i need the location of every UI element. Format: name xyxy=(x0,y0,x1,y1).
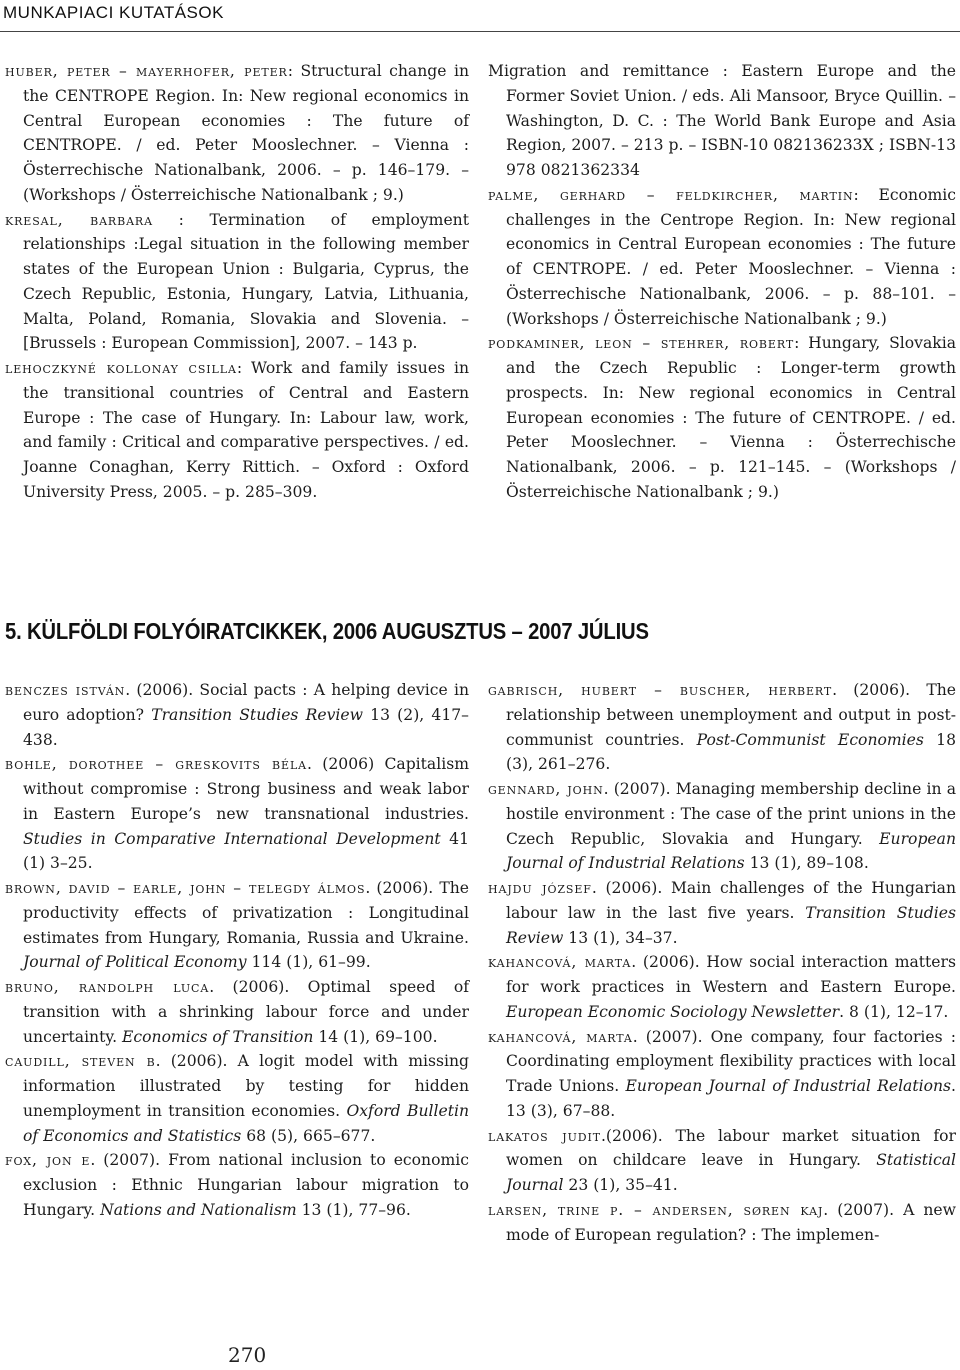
reference-entry: hajdu józsef. (2006). Main challenges of the Hungarian labour law in the last five years. Transition Studies Review 13 (1), 34–37. xyxy=(488,879,957,947)
reference-author: lehoczkyné kollonay csilla xyxy=(5,359,237,377)
book-references-right xyxy=(488,59,956,505)
reference-entry: bohle, dorothee – greskovits béla. (2006) Capitalism without compromise : Strong business and weak labor in Eastern Europe’s new transnational industries. Studies in Comparative International Development 41 (1) 3–25. xyxy=(5,755,469,873)
reference-author: gabrisch, hubert – buscher, herbert xyxy=(488,681,833,699)
journal-title: Nations and Nationalism xyxy=(100,1200,297,1219)
reference-entry: larsen, trine p. – andersen, søren kaj. (2007). A new mode of European regulation? : The implemen- xyxy=(488,1200,956,1244)
reference-text: Structural change in the CENTROPE Region. In: New regional economics in Central European economies : The future of CENTROPE. / ed. Peter Mooslechner. – Vienna : Österrechische Nationalbank, 2006. – p. 146–179. – (Workshops / Österreichische Nationalbank ; 9.) xyxy=(23,62,469,204)
reference-entry: caudill, steven b. (2006). A logit model with missing information illustrated by testing for hidden unemployment in transition economies. Oxford Bulletin of Economics and Statistics 68 (5), 665–677. xyxy=(5,1052,469,1145)
reference-entry: podkaminer, leon – stehrer, robert: Hungary, Slovakia and the Czech Republic : Longer-term growth prospects. In: New regional economics in Central European economies : The future of CENTROPE. / ed. Peter Mooslechner. – Vienna : Österrechische Nationalbank, 2006. – p. 121–145. – (Workshops / Österreichische Nationalbank ; 9.) xyxy=(488,334,957,501)
reference-entry-continued xyxy=(488,59,956,183)
article-references-right xyxy=(488,678,956,1247)
reference-entry: gabrisch, hubert – buscher, herbert. (2006). The relationship between unemployment and output in post-communist countries. Post-Communist Economies 18 (3), 261–276. xyxy=(488,681,956,774)
reference-author: kahancová, marta xyxy=(488,953,632,972)
reference-entry: kresal, barbara : Termination of employment relationships :Legal situation in the following member states of the European Union : Bulgaria, Cyprus, the Czech Republic, Estonia, Hungary, Latvia, Lithuania, Malta, Poland, Romania, Slovakia and Slovenia. – [Brussels : European Commission], 2007. – 143 p. xyxy=(5,210,469,353)
reference-entry: lehoczkyné kollonay csilla: Work and family issues in the transitional countries of Central and Eastern Europe : The case of Hungary. In: Labour law, work, and family : Critical and comparative perspectives. / ed. Joanne Conaghan, Kerry Rittich. – Oxford : Oxford University Press, 2005. – p. 285–309. xyxy=(5,359,469,501)
reference-author: fox, jon e xyxy=(5,1151,91,1170)
journal-title: Studies in Comparative International Development xyxy=(23,829,441,848)
journal-title: European Economic Sociology Newsletter xyxy=(506,1002,840,1021)
reference-text: Work and family issues in the transitional countries of Central and Eastern Europe : The case of Hungary. In: Labour law, work, and family : Critical and comparative perspectives. / ed. Joanne Conaghan, Kerry Rittich. – Oxford : Oxford University Press, 2005. – p. 285–309. xyxy=(23,359,469,501)
page-number: 270 xyxy=(228,1343,267,1367)
reference-author: benczes istván xyxy=(5,681,126,699)
reference-author: gennard, john xyxy=(488,780,604,798)
journal-title: European Journal of Industrial Relations xyxy=(506,829,956,873)
reference-entry: bruno, randolph luca. (2006). Optimal speed of transition with a shrinking labour force and under uncertainty. Economics of Transition 14 (1), 69–100. xyxy=(5,978,469,1046)
reference-author: lakatos judit xyxy=(488,1126,601,1145)
book-references-left xyxy=(5,59,469,505)
reference-author: bohle, dorothee – greskovits béla xyxy=(5,755,308,774)
reference-entry: fox, jon e. (2007). From national inclusion to economic exclusion : Ethnic Hungarian labour migration to Hungary. Nations and Nationalism 13 (1), 77–96. xyxy=(5,1151,469,1219)
journal-title: Transition Studies Review xyxy=(506,903,956,947)
reference-text: Hungary, Slovakia and the Czech Republic : Longer-term growth prospects. In: New regional economics in Central European economies : The future of CENTROPE. / ed. Peter Mooslechner. – Vienna : Österrechische Nationalbank, 2006. – p. 121–145. – (Workshops / Österreichische Nationalbank ; 9.) xyxy=(506,334,957,501)
journal-title: European Journal of Industrial Relations xyxy=(625,1077,952,1095)
reference-entry: huber, peter – mayerhofer, peter: Structural change in the CENTROPE Region. In: New regional economics in Central European economies : The future of CENTROPE. / ed. Peter Mooslechner. – Vienna : Österrechische Nationalbank, 2006. – p. 146–179. – (Workshops / Österreichische Nationalbank ; 9.) xyxy=(5,62,469,204)
reference-author: podkaminer, leon – stehrer, robert xyxy=(488,334,795,353)
reference-entry: kahancová, marta. (2006). How social interaction matters for work practices in Western and Eastern Europe. European Economic Sociology Newsletter. 8 (1), 12–17. xyxy=(488,953,956,1021)
reference-author: larsen, trine p. – andersen, søren kaj xyxy=(488,1200,824,1219)
reference-entry: brown, david – earle, john – telegdy álmos. (2006). The productivity effects of privatization : Longitudinal estimates from Hungary, Romania, Russia and Ukraine. Journal of Political Economy 114 (1), 61–99. xyxy=(5,879,469,972)
reference-entry: gennard, john. (2007). Managing membership decline in a hostile environment : The case of the print unions in the Czech Republic, Slovakia and Hungary. European Journal of Industrial Relations 13 (1), 89–108. xyxy=(488,780,956,873)
reference-author: brown, david – earle, john – telegdy álmos xyxy=(5,879,366,897)
header-rule xyxy=(0,31,960,32)
reference-entry: kahancová, marta. (2007). One company, four factories : Coordinating employment flexibility practices with local Trade Unions. European Journal of Industrial Relations. 13 (3), 67–88. xyxy=(488,1027,957,1120)
running-header: MUNKAPIACI KUTATÁSOK xyxy=(3,3,224,22)
article-references-left xyxy=(5,678,469,1223)
reference-text: Economic challenges in the Centrope Region. In: New regional economics in Central European economies : The future of CENTROPE. / ed. Peter Mooslechner. – Vienna : Österrechische Nationalbank, 2006. – p. 88–101. – (Workshops / Österreichische Nationalbank ; 9.) xyxy=(506,185,956,328)
journal-title: Economics of Transition xyxy=(122,1027,314,1046)
reference-entry: benczes istván. (2006). Social pacts : A helping device in euro adoption? Transition Studies Review 13 (2), 417–438. xyxy=(5,681,469,749)
reference-entry: palme, gerhard – feldkircher, martin: Economic challenges in the Centrope Region. In: New regional economics in Central European economies : The future of CENTROPE. / ed. Peter Mooslechner. – Vienna : Österrechische Nationalbank, 2006. – p. 88–101. – (Workshops / Österreichische Nationalbank ; 9.) xyxy=(488,185,956,328)
section-heading: 5. KÜLFÖLDI FOLYÓIRATCIKKEK, 2006 AUGUSZTUS – 2007 JÚLIUS xyxy=(5,618,649,644)
journal-title: Oxford Bulletin of Economics and Statistics xyxy=(23,1101,469,1145)
journal-title: Journal of Political Economy xyxy=(23,953,247,972)
reference-text: Migration and remittance : Eastern Europe and the Former Soviet Union. / eds. Ali Mansoor, Bryce Quillin. – Washington, D. C. : The World Bank Europe and Asia Region, 2007. – 213 p. – ISBN-10 082136233X ; ISBN-13 978 0821362334 xyxy=(488,62,956,179)
reference-author: palme, gerhard – feldkircher, martin xyxy=(488,185,854,204)
reference-text: Termination of employment relationships :Legal situation in the following member states of the European Union : Bulgaria, Cyprus, the Czech Republic, Estonia, Hungary, Latvia, Lithuania, Malta, Poland, Romania, Slovakia and Slovenia. – [Brussels : European Commission], 2007. – 143 p. xyxy=(23,210,469,353)
reference-entry: lakatos judit.(2006). The labour market situation for women on childcare leave in Hungary. Statistical Journal 23 (1), 35–41. xyxy=(488,1126,956,1194)
reference-author: kahancová, marta xyxy=(488,1027,633,1046)
reference-author: caudill, steven b xyxy=(5,1052,156,1071)
journal-title: Statistical Journal xyxy=(506,1151,956,1194)
journal-title: Transition Studies Review xyxy=(151,705,363,724)
journal-title: Post-Communist Economies xyxy=(696,730,924,749)
reference-author: hajdu józsef xyxy=(488,879,592,897)
reference-author: kresal, barbara xyxy=(5,210,153,229)
reference-author: huber, peter – mayerhofer, peter xyxy=(5,62,288,80)
reference-author: bruno, randolph luca xyxy=(5,978,210,996)
